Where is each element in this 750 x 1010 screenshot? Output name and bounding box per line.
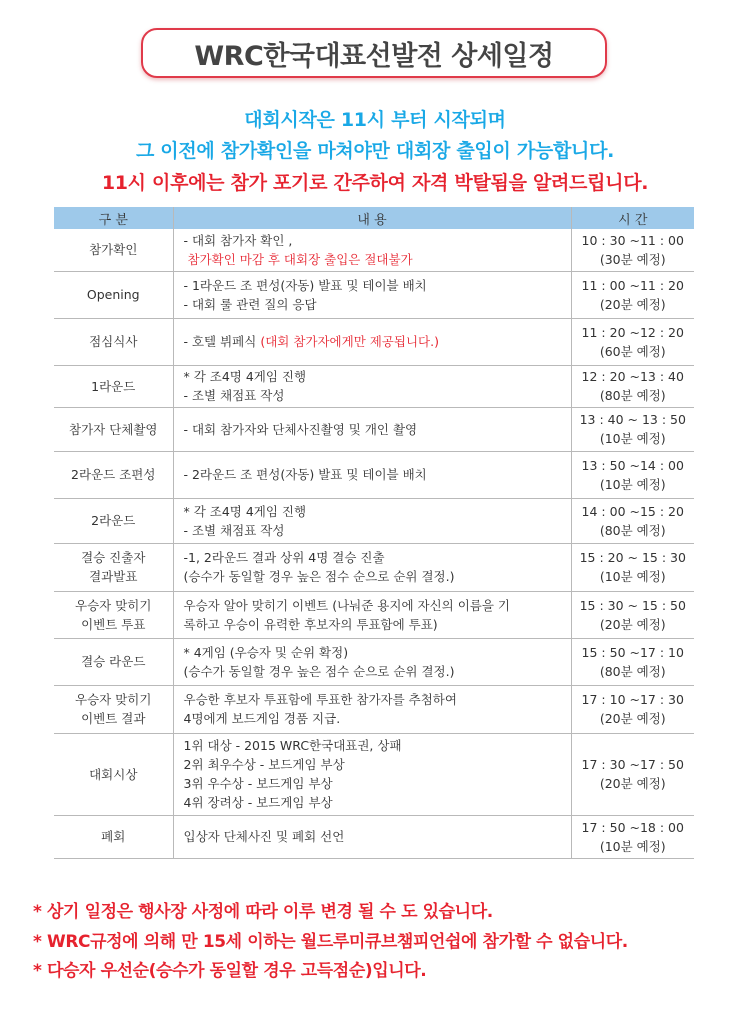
content-line: -1, 2라운드 결과 상위 4명 결승 진출 [183, 550, 385, 565]
category-line: 이벤트 투표 [81, 616, 146, 632]
table-row [54, 451, 694, 498]
content-line: 4위 장려상 - 보드게임 부상 [183, 795, 333, 810]
row-category [54, 591, 173, 638]
category-line: 2라운드 [91, 513, 136, 528]
table-row [54, 543, 694, 591]
table-row [54, 815, 694, 858]
time-range: 15 : 50 ~17 : 10 [581, 644, 684, 660]
content-line: * 4게임 (우승자 및 순위 확정) [183, 644, 349, 660]
time-duration: (80분 예정) [599, 663, 666, 679]
category-line: 참가자 단체촬영 [69, 421, 158, 437]
content-line: 3위 우수상 - 보드게임 부상 [183, 776, 333, 791]
content-line: (승수가 동일할 경우 높은 점수 순으로 순위 결정.) [183, 569, 455, 584]
footnote-tiebreak: * 다승자 우선순(승수가 동일할 경우 고득점순)입니다. [33, 961, 427, 981]
row-category [54, 365, 173, 407]
title-box [141, 28, 607, 78]
content-line: - 조별 채점표 작성 [183, 522, 285, 538]
footnote-age-limit: * WRC규정에 의해 만 15세 이하는 월드루미큐브챔피언쉽에 참가할 수 없습니다. [33, 932, 628, 952]
table-row [54, 498, 694, 543]
row-category [54, 685, 173, 733]
row-content [173, 543, 571, 591]
table-row [54, 229, 694, 271]
time-duration: (10분 예정) [599, 838, 666, 854]
row-category [54, 451, 173, 498]
row-content [173, 407, 571, 451]
time-duration: (10분 예정) [599, 476, 666, 492]
content-line: 1위 대상 - 2015 WRC한국대표권, 상패 [183, 738, 402, 753]
row-content [173, 638, 571, 685]
category-line: 우승자 맞히기 [75, 692, 152, 707]
table-row [54, 733, 694, 815]
row-time [571, 271, 694, 318]
time-range: 17 : 50 ~18 : 00 [581, 819, 684, 835]
row-category [54, 318, 173, 365]
content-line: - 2라운드 조 편성(자동) 발표 및 테이블 배치 [183, 467, 427, 482]
time-duration: (60분 예정) [599, 343, 666, 359]
row-category [54, 498, 173, 543]
notice-check-in: 그 이전에 참가확인을 마쳐야만 대회장 출입이 가능합니다. [135, 140, 615, 162]
schedule-table [54, 207, 694, 859]
row-time [571, 229, 694, 271]
content-line: 우승자 알아 맞히기 이벤트 (나눠준 용지에 자신의 이름을 기 [183, 597, 510, 613]
content-line: - 1라운드 조 편성(자동) 발표 및 테이블 배치 [183, 277, 427, 293]
category-line: 결승 라운드 [81, 654, 146, 669]
time-duration: (20분 예정) [599, 296, 666, 312]
content-line: (승수가 동일할 경우 높은 점수 순으로 순위 결정.) [183, 663, 455, 679]
time-duration: (20분 예정) [599, 711, 666, 726]
time-range: 11 : 20 ~12 : 20 [581, 324, 684, 340]
time-duration: (30분 예정) [599, 251, 666, 267]
table-row [54, 365, 694, 407]
table-row [54, 407, 694, 451]
row-time [571, 365, 694, 407]
header-time: 시 간 [571, 207, 694, 229]
page-title: WRC한국대표선발전 상세일정 [194, 40, 554, 72]
table-header-row [54, 207, 694, 229]
row-time [571, 318, 694, 365]
row-category [54, 543, 173, 591]
time-range: 17 : 30 ~17 : 50 [581, 757, 684, 772]
row-content [173, 498, 571, 543]
row-time [571, 591, 694, 638]
row-time [571, 815, 694, 858]
footnote-schedule-change: * 상기 일정은 행사장 사정에 따라 이루 변경 될 수 도 있습니다. [33, 902, 493, 922]
notice-disqualification: 11시 이후에는 참가 포기로 간주하여 자격 박탈됨을 알려드립니다. [101, 172, 649, 194]
category-line: 2라운드 조편성 [71, 467, 156, 482]
category-line: 참가확인 [89, 242, 138, 258]
time-duration: (20분 예정) [599, 616, 666, 632]
row-content [173, 365, 571, 407]
time-duration: (20분 예정) [599, 776, 666, 791]
content-warning: 참가확인 마감 후 대회장 출입은 절대불가 [183, 251, 413, 267]
row-category [54, 733, 173, 815]
row-category [54, 271, 173, 318]
time-range: 14 : 00 ~15 : 20 [581, 503, 684, 519]
content-line: 4명에게 보드게임 경품 지급. [183, 711, 341, 726]
row-content [173, 591, 571, 638]
row-time [571, 407, 694, 451]
content-line: - 조별 채점표 작성 [183, 388, 285, 403]
row-category [54, 638, 173, 685]
table-row [54, 271, 694, 318]
content-line: - 대회 참가자 확인 , [183, 232, 293, 248]
table-row [54, 638, 694, 685]
content-warning: (대회 참가자에게만 제공됩니다.) [260, 334, 439, 349]
category-line: 결과발표 [89, 569, 138, 584]
category-line: 1라운드 [91, 378, 136, 394]
time-duration: (10분 예정) [599, 431, 666, 446]
category-line: 점심식사 [89, 334, 138, 349]
time-range: 15 : 20 ~ 15 : 30 [579, 550, 686, 565]
row-category [54, 229, 173, 271]
table-row [54, 685, 694, 733]
content-line: 입상자 단체사진 및 폐회 선언 [183, 829, 345, 844]
time-range: 10 : 30 ~11 : 00 [581, 232, 684, 248]
table-row [54, 591, 694, 638]
row-content [173, 271, 571, 318]
time-range: 15 : 30 ~ 15 : 50 [579, 597, 686, 613]
row-content [173, 733, 571, 815]
content-line: * 각 조4명 4게임 진행 [183, 503, 307, 519]
time-range: 12 : 20 ~13 : 40 [581, 369, 684, 384]
category-line: 폐회 [101, 829, 126, 844]
row-content [173, 685, 571, 733]
time-range: 13 : 40 ~ 13 : 50 [579, 412, 686, 427]
category-line: 결승 진출자 [81, 550, 146, 565]
time-range: 11 : 00 ~11 : 20 [581, 277, 684, 293]
category-line: 이벤트 결과 [81, 711, 146, 726]
content-line: 2위 최우수상 - 보드게임 부상 [183, 757, 345, 772]
row-category [54, 407, 173, 451]
notice-start-time: 대회시작은 11시 부터 시작되며 [244, 109, 506, 131]
time-duration: (80분 예정) [599, 522, 666, 538]
row-content [173, 815, 571, 858]
content-text: - 호텔 뷔페식 [183, 334, 261, 349]
header-category: 구 분 [54, 207, 173, 229]
content-line [184, 332, 571, 351]
row-time [571, 638, 694, 685]
row-time [571, 498, 694, 543]
row-content [173, 229, 571, 271]
time-duration: (10분 예정) [599, 569, 666, 584]
row-time [571, 543, 694, 591]
time-range: 17 : 10 ~17 : 30 [581, 692, 684, 707]
category-line: Opening [86, 287, 140, 302]
row-time [571, 451, 694, 498]
row-content [173, 451, 571, 498]
row-content [173, 318, 571, 365]
content-line: 우승한 후보자 투표함에 투표한 참가자를 추첨하여 [183, 692, 457, 707]
content-line: * 각 조4명 4게임 진행 [183, 369, 307, 384]
time-range: 13 : 50 ~14 : 00 [581, 457, 684, 473]
row-time [571, 685, 694, 733]
content-line: - 대회 참가자와 단체사진촬영 및 개인 촬영 [183, 421, 418, 437]
schedule-body [54, 229, 694, 858]
table-row [54, 318, 694, 365]
category-line: 대회시상 [89, 766, 138, 782]
content-line: - 대회 룰 관련 질의 응답 [183, 296, 317, 312]
header-content: 내 용 [173, 207, 571, 229]
row-time [571, 733, 694, 815]
row-category [54, 815, 173, 858]
content-line: 록하고 우승이 유력한 후보자의 투표함에 투표) [183, 616, 438, 632]
time-duration: (80분 예정) [599, 388, 666, 403]
category-line: 우승자 맞히기 [75, 597, 152, 613]
